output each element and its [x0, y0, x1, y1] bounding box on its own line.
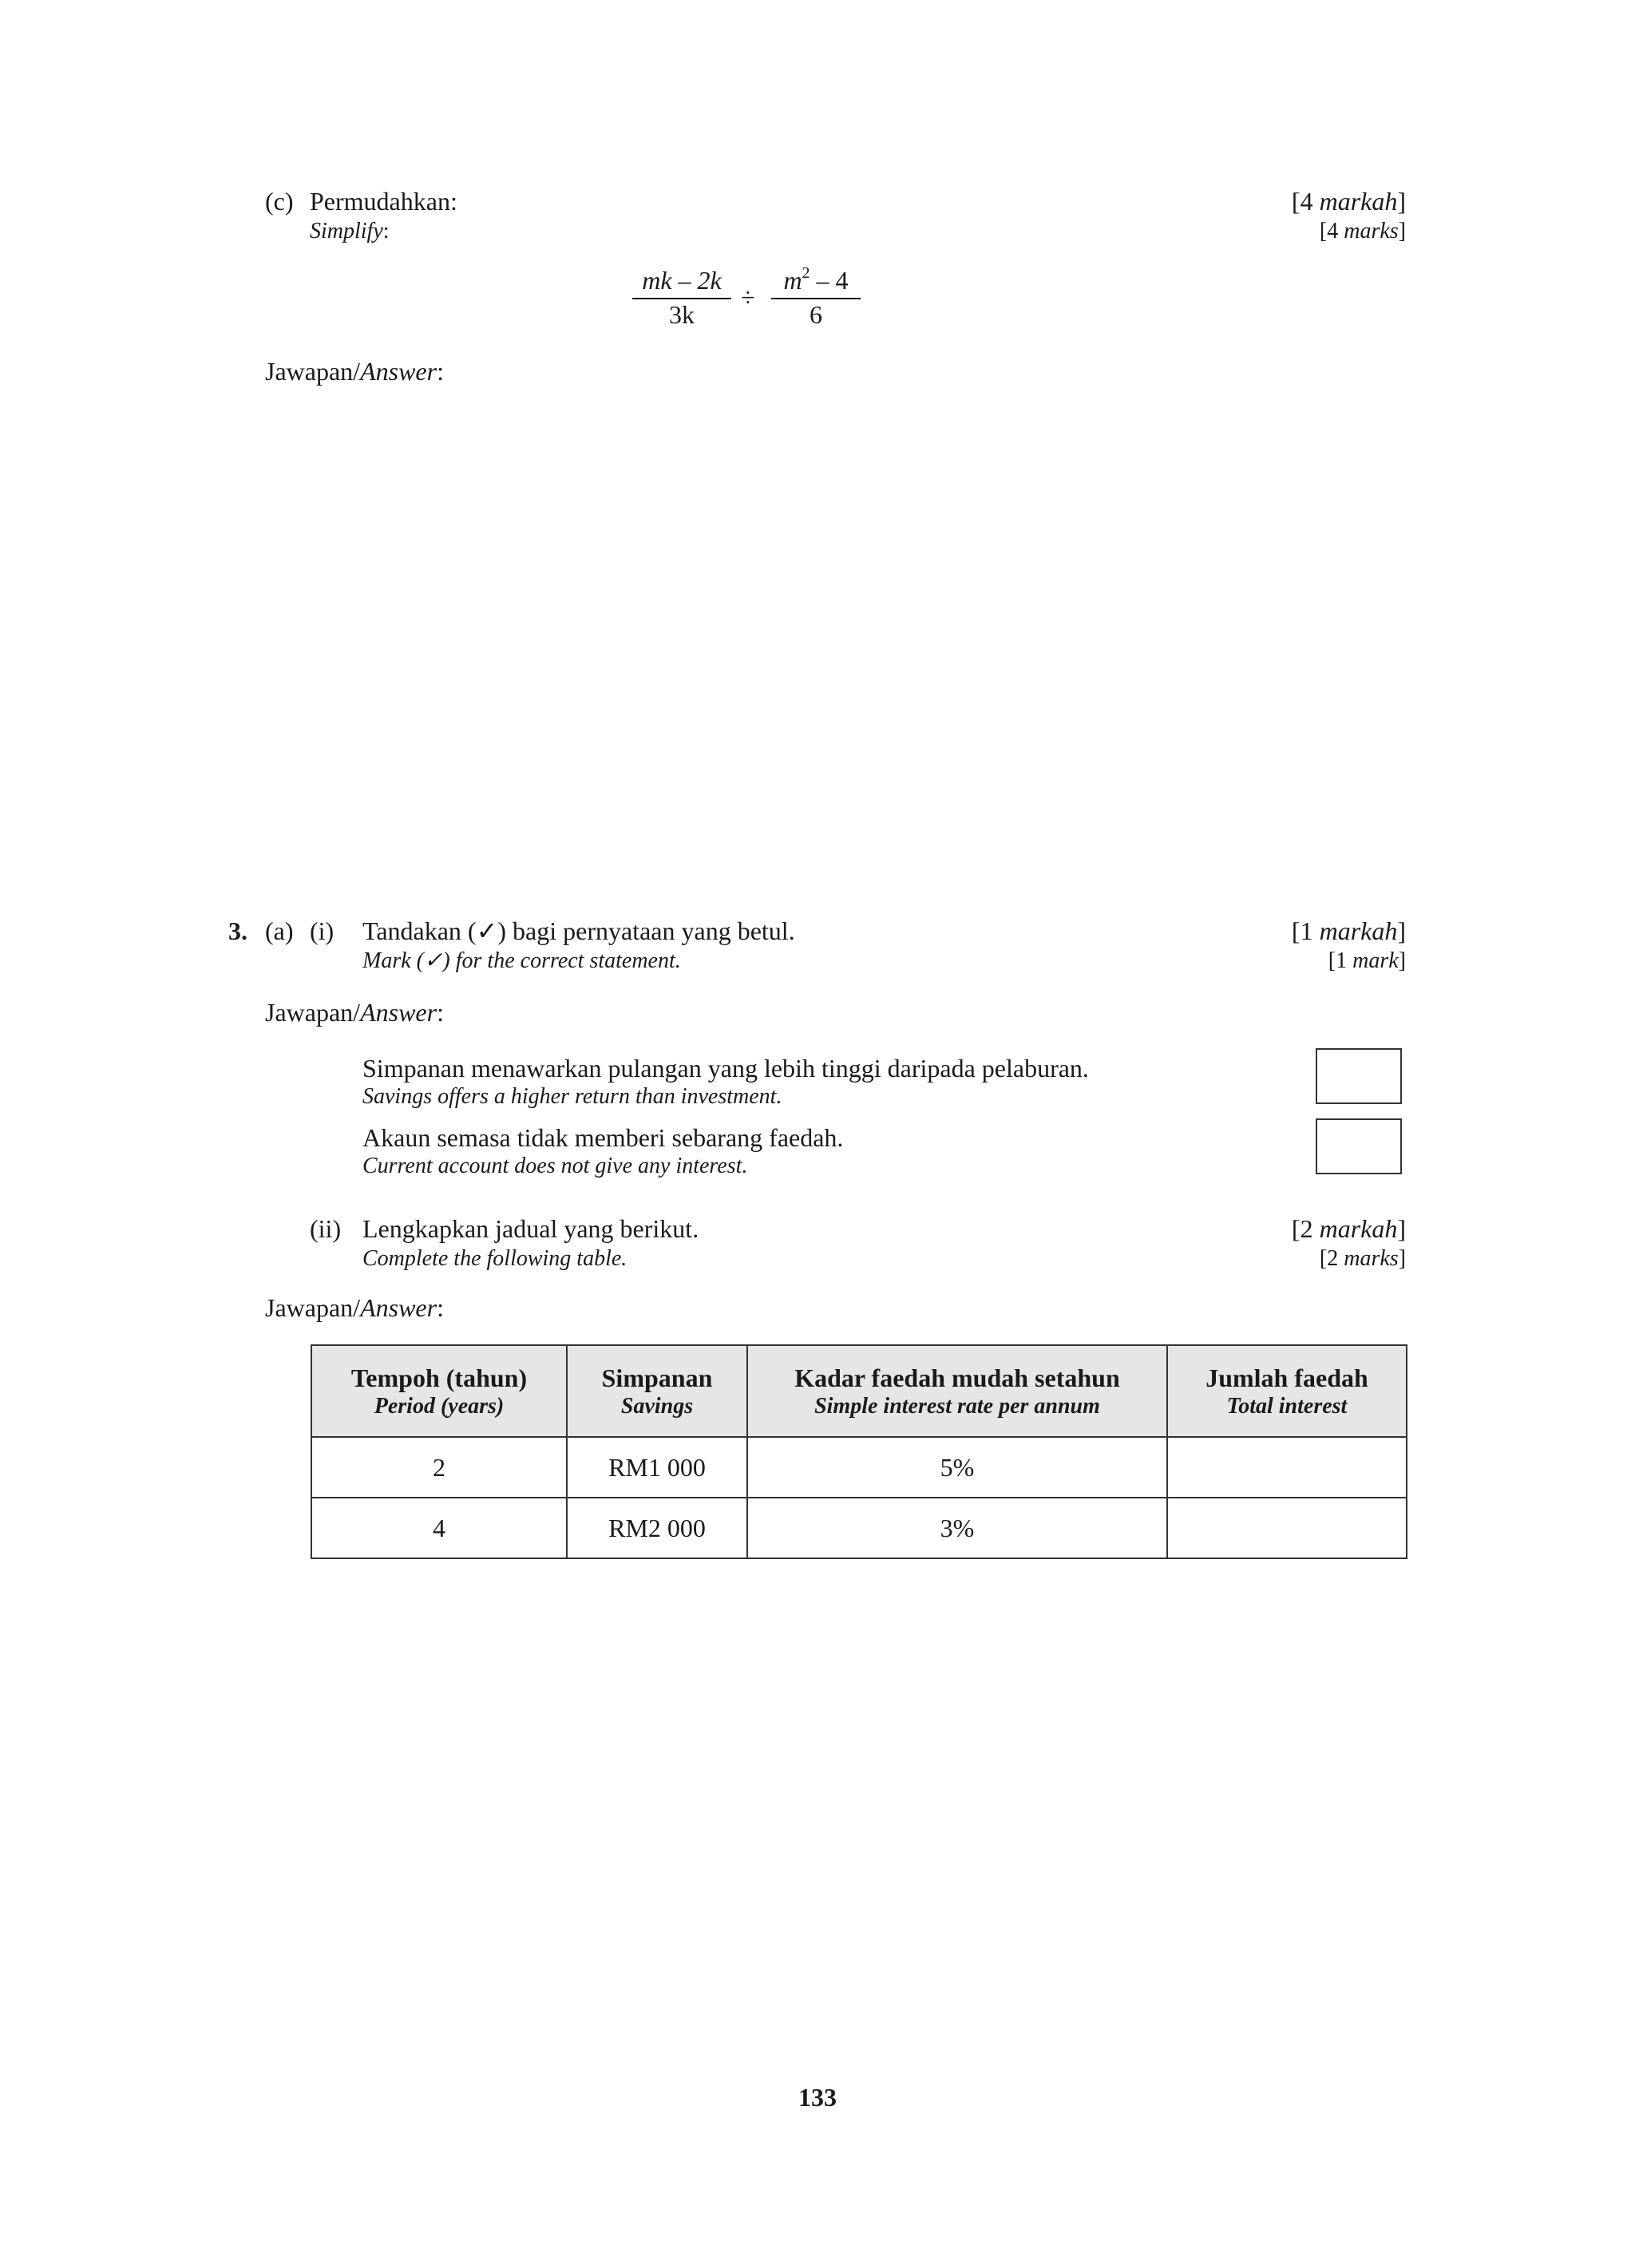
question-3a-i-label: (i): [310, 916, 335, 945]
question-3-number: 3.: [228, 916, 247, 945]
question-3a-ii-instruction-ms: Lengkapkan jadual yang berikut.: [362, 1214, 699, 1243]
cell-total-interest-answer[interactable]: [1167, 1498, 1407, 1558]
question-3a-i-marks-ms: [1 markah]: [1291, 916, 1406, 945]
statement-2-en: Current account does not give any interest.: [362, 1154, 748, 1178]
part-c-answer-label: Jawapan/Answer:: [265, 357, 444, 386]
question-3a-i-marks-en: [1 mark]: [1328, 948, 1406, 973]
part-c-marks-en: [4 marks]: [1319, 219, 1406, 243]
question-3a-ii-instruction-en: Complete the following table.: [362, 1246, 627, 1271]
statement-2-checkbox[interactable]: [1316, 1118, 1402, 1174]
table-header-row: [311, 1345, 1407, 1437]
cell-rate: 5%: [747, 1437, 1167, 1498]
question-3a-i-instruction-en: Mark (✓) for the correct statement.: [362, 948, 681, 973]
cell-savings: RM1 000: [567, 1437, 747, 1498]
interest-table: [311, 1344, 1407, 1559]
page-number: 133: [798, 2083, 837, 2112]
cell-period: 4: [311, 1498, 567, 1558]
question-3a-i-answer-label: Jawapan/Answer:: [265, 998, 444, 1027]
table-row: [311, 1437, 1407, 1498]
question-3a-ii-answer-label: Jawapan/Answer:: [265, 1293, 444, 1322]
question-3a-ii-label: (ii): [310, 1214, 342, 1243]
cell-rate: 3%: [747, 1498, 1167, 1558]
header-interest-rate: Kadar faedah mudah setahun Simple interest rate per annum: [747, 1345, 1167, 1437]
part-c-label: (c): [265, 187, 294, 216]
left-numerator: mk – 2k: [642, 266, 722, 295]
cell-savings: RM2 000: [567, 1498, 747, 1558]
statement-1-en: Savings offers a higher return than investment.: [362, 1084, 782, 1109]
part-c-instruction-ms: Permudahkan:: [310, 187, 457, 216]
cell-total-interest-answer[interactable]: [1167, 1437, 1407, 1498]
right-numerator: $m^2 - 4$: [783, 264, 849, 295]
statement-2-ms: Akaun semasa tidak memberi sebarang faedah.: [362, 1123, 844, 1152]
question-3a-i-instruction-ms: Tandakan (✓) bagi pernyataan yang betul.: [362, 916, 795, 945]
table-row: [311, 1498, 1407, 1558]
division-sign: ÷: [741, 283, 755, 311]
question-3a-ii-marks-en: [2 marks]: [1319, 1246, 1406, 1271]
left-denominator: 3k: [669, 300, 695, 329]
part-c-marks-ms: [4 markah]: [1291, 187, 1406, 216]
header-period: Tempoh (tahun) Period (years): [311, 1345, 567, 1437]
right-denominator: 6: [810, 300, 822, 329]
statement-1-checkbox[interactable]: [1316, 1048, 1402, 1104]
right-fraction-bar: [771, 298, 861, 299]
statement-1-ms: Simpanan menawarkan pulangan yang lebih tinggi daripada pelaburan.: [362, 1054, 1089, 1083]
cell-period: 2: [311, 1437, 567, 1498]
left-fraction-bar: [632, 298, 731, 299]
part-c-instruction-en: Simplify:: [310, 219, 390, 243]
header-total-interest: Jumlah faedah Total interest: [1167, 1345, 1407, 1437]
question-3a-label: (a): [265, 916, 294, 945]
header-savings: Simpanan Savings: [567, 1345, 747, 1437]
question-3a-ii-marks-ms: [2 markah]: [1291, 1214, 1406, 1243]
